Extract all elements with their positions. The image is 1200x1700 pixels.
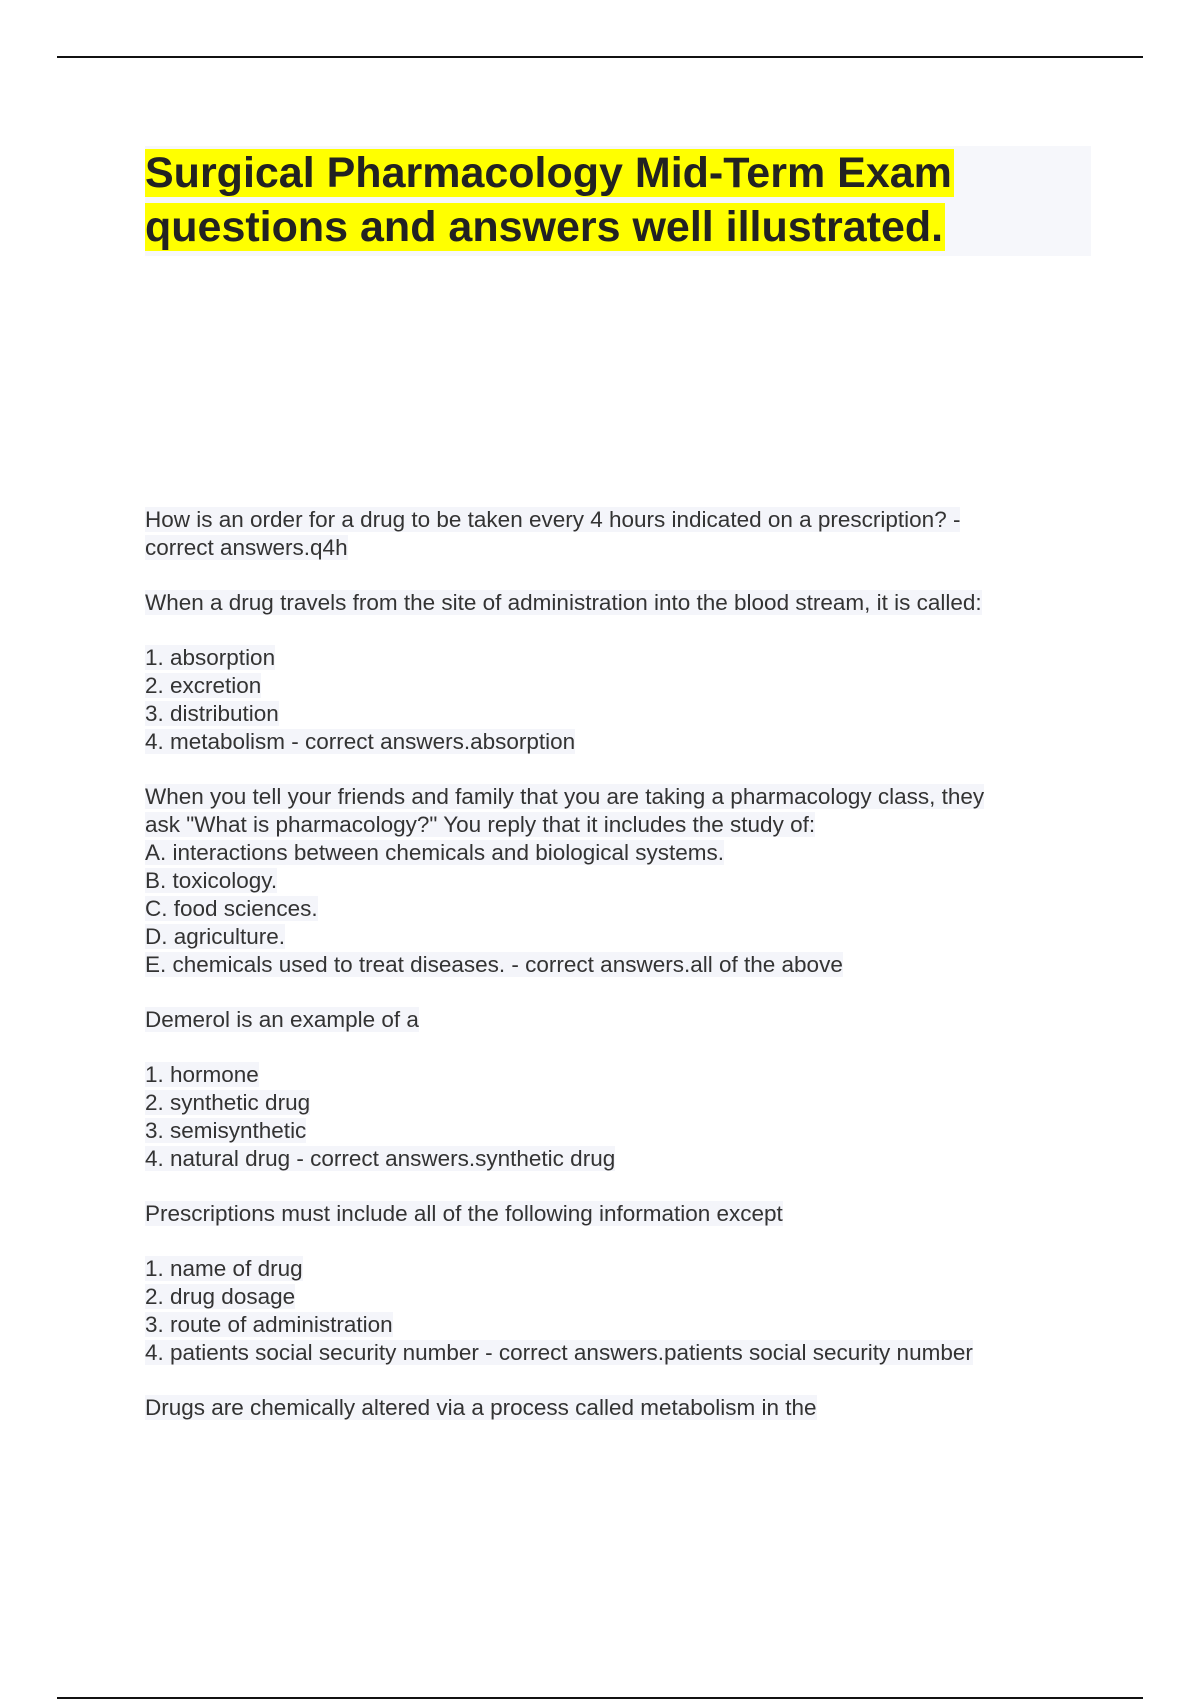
document-body (145, 506, 1105, 1449)
question-text-line: ask "What is pharmacology?" You reply that it includes the study of: (145, 812, 816, 837)
title-line-2: questions and answers well illustrated. (145, 203, 944, 251)
question-option: 3. semisynthetic (145, 1118, 307, 1143)
question-text-line: Drugs are chemically altered via a process called metabolism in the (145, 1395, 817, 1420)
question-2 (145, 589, 1105, 756)
question-option: E. chemicals used to treat diseases. - correct answers.all of the above (145, 952, 843, 977)
question-option: 4. natural drug - correct answers.synthetic drug (145, 1146, 616, 1171)
question-stem: Demerol is an example of a (145, 1007, 419, 1032)
question-5 (145, 1200, 1105, 1367)
question-option: 2. excretion (145, 673, 262, 698)
document-title (145, 146, 1091, 254)
bottom-divider (57, 1697, 1143, 1699)
question-option: 3. route of administration (145, 1312, 393, 1337)
question-option: 4. patients social security number - correct answers.patients social security number (145, 1340, 973, 1365)
question-6 (145, 1394, 1105, 1422)
top-divider (57, 56, 1143, 58)
question-1 (145, 506, 1105, 562)
question-option: C. food sciences. (145, 896, 318, 921)
question-option: A. interactions between chemicals and biological systems. (145, 840, 725, 865)
question-option: 1. name of drug (145, 1256, 303, 1281)
question-answer-line: correct answers.q4h (145, 535, 348, 560)
question-option: B. toxicology. (145, 868, 278, 893)
question-3 (145, 783, 1105, 979)
question-option: 2. drug dosage (145, 1284, 296, 1309)
question-option: 4. metabolism - correct answers.absorption (145, 729, 576, 754)
question-option: 1. absorption (145, 645, 276, 670)
question-stem: Prescriptions must include all of the following information except (145, 1201, 783, 1226)
question-stem: When a drug travels from the site of administration into the blood stream, it is called: (145, 590, 982, 615)
question-text-line: How is an order for a drug to be taken every 4 hours indicated on a prescription? - (145, 507, 961, 532)
question-option: 1. hormone (145, 1062, 259, 1087)
question-option: D. agriculture. (145, 924, 286, 949)
title-line-1: Surgical Pharmacology Mid-Term Exam (145, 149, 952, 197)
question-text-line: When you tell your friends and family that you are taking a pharmacology class, they (145, 784, 985, 809)
question-option: 2. synthetic drug (145, 1090, 311, 1115)
question-option: 3. distribution (145, 701, 279, 726)
question-4 (145, 1006, 1105, 1173)
document-title-block (145, 146, 1091, 256)
